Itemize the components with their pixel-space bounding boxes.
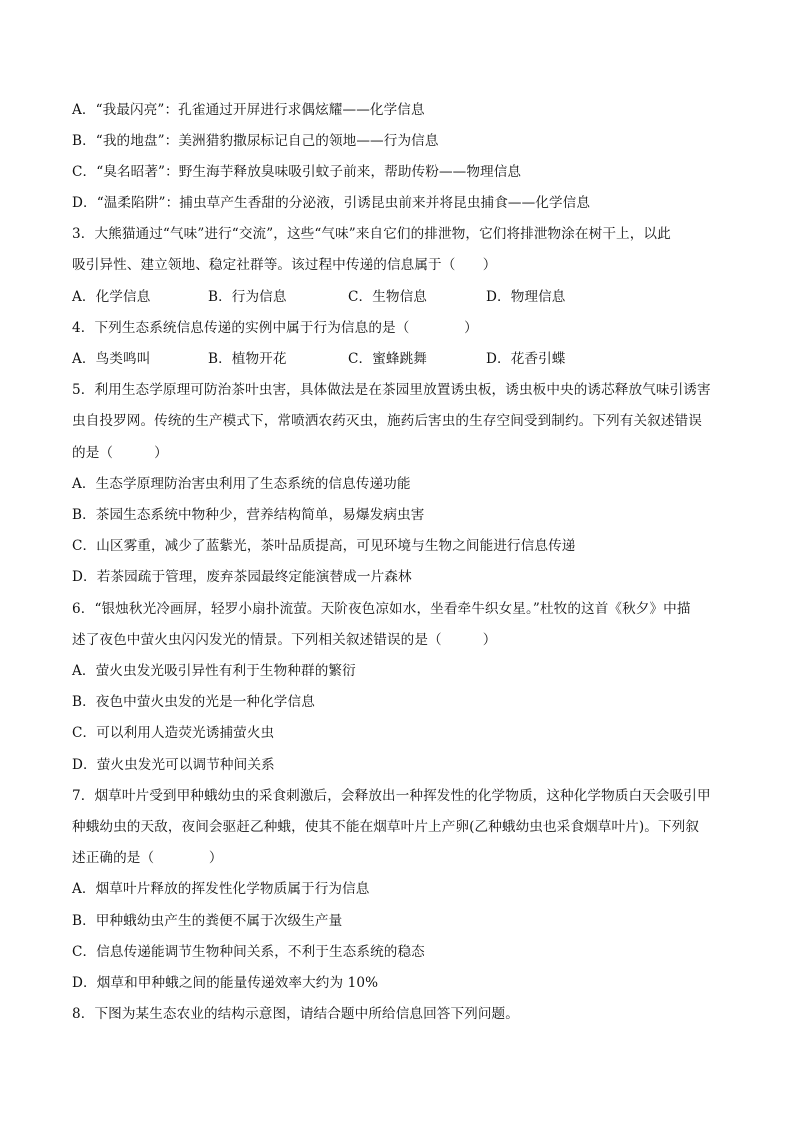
q2-option-a: A．“我最闪亮”：孔雀通过开屏进行求偶炫耀——化学信息 <box>72 102 425 118</box>
q7-option-b: B．甲种蛾幼虫产生的粪便不属于次级生产量 <box>72 913 343 929</box>
q6-option-d: D．萤火虫发光可以调节种间关系 <box>72 757 275 773</box>
q4-option-b: B．植物开花 <box>208 351 287 367</box>
q5-option-d: D．若茶园疏于管理，废弃茶园最终定能演替成一片森林 <box>72 569 412 585</box>
q7-stem-line2: 种蛾幼虫的天敌，夜间会驱赶乙种蛾，使其不能在烟草叶片上产卵(乙种蛾幼虫也采食烟草叶片)。下列叙 <box>72 819 700 835</box>
q5-stem-line3: 的是（ ） <box>72 445 168 461</box>
q7-option-c: C．信息传递能调节生物种间关系，不利于生态系统的稳态 <box>72 944 425 960</box>
q5-option-c: C．山区雾重，减少了蓝紫光，茶叶品质提高，可见环境与生物之间能进行信息传递 <box>72 538 576 554</box>
q4-option-c: C．蜜蜂跳舞 <box>348 351 427 367</box>
q5-stem-line1: 5．利用生态学原理可防治茶叶虫害，具体做法是在茶园里放置诱虫板，诱虫板中央的诱芯释放气味引诱害 <box>72 382 711 398</box>
q4-option-d: D．花香引蝶 <box>486 351 566 367</box>
q6-stem-line2: 述了夜色中萤火虫闪闪发光的情景。下列相关叙述错误的是（ ） <box>72 632 497 648</box>
q4-stem: 4．下列生态系统信息传递的实例中属于行为信息的是（ ） <box>72 320 478 336</box>
q3-option-a: A．化学信息 <box>72 289 151 305</box>
q3-options <box>72 288 732 306</box>
q3-stem-line1: 3．大熊猫通过“气味”进行“交流”，这些“气味”来自它们的排泄物，它们将排泄物涂在树干上，以此 <box>72 226 671 242</box>
q7-option-d: D．烟草和甲种蛾之间的能量传递效率大约为 10% <box>72 975 379 991</box>
q3-stem-line2: 吸引异性、建立领地、稳定社群等。该过程中传递的信息属于（ ） <box>72 257 497 273</box>
q6-stem-line1: 6．“银烛秋光冷画屏，轻罗小扇扑流萤。天阶夜色凉如水，坐看牵牛织女星。”杜牧的这首《秋夕》中描 <box>72 601 691 617</box>
q7-stem-line3: 述正确的是（ ） <box>72 850 223 866</box>
q5-option-b: B．茶园生态系统中物种少，营养结构简单，易爆发病虫害 <box>72 507 425 523</box>
q5-option-a: A．生态学原理防治害虫利用了生态系统的信息传递功能 <box>72 476 411 492</box>
q6-option-c: C．可以利用人造荧光诱捕萤火虫 <box>72 725 275 741</box>
q8-stem: 8．下图为某生态农业的结构示意图，请结合题中所给信息回答下列问题。 <box>72 1006 519 1022</box>
q3-option-b: B．行为信息 <box>208 289 287 305</box>
q3-option-c: C．生物信息 <box>348 289 427 305</box>
q4-option-a: A．鸟类鸣叫 <box>72 351 151 367</box>
q7-option-a: A．烟草叶片释放的挥发性化学物质属于行为信息 <box>72 881 370 897</box>
q7-stem-line1: 7．烟草叶片受到甲种蛾幼虫的采食刺激后，会释放出一种挥发性的化学物质，这种化学物质白天会吸引甲 <box>72 788 711 804</box>
q6-option-a: A．萤火虫发光吸引异性有利于生物种群的繁衍 <box>72 663 356 679</box>
q5-stem-line2: 虫自投罗网。传统的生产模式下，常喷洒农药灭虫，施药后害虫的生存空间受到制约。下列有关叙述错误 <box>72 413 702 429</box>
q3-option-d: D．物理信息 <box>486 289 566 305</box>
q2-option-b: B．“我的地盘”：美洲猎豹撒尿标记自己的领地——行为信息 <box>72 133 439 149</box>
q2-option-d: D．“温柔陷阱”：捕虫草产生香甜的分泌液，引诱昆虫前来并将昆虫捕食——化学信息 <box>72 195 591 211</box>
q6-option-b: B．夜色中萤火虫发的光是一种化学信息 <box>72 694 315 710</box>
q2-option-c: C．“臭名昭著”：野生海芋释放臭味吸引蚊子前来，帮助传粉——物理信息 <box>72 164 522 180</box>
q4-options <box>72 350 732 368</box>
